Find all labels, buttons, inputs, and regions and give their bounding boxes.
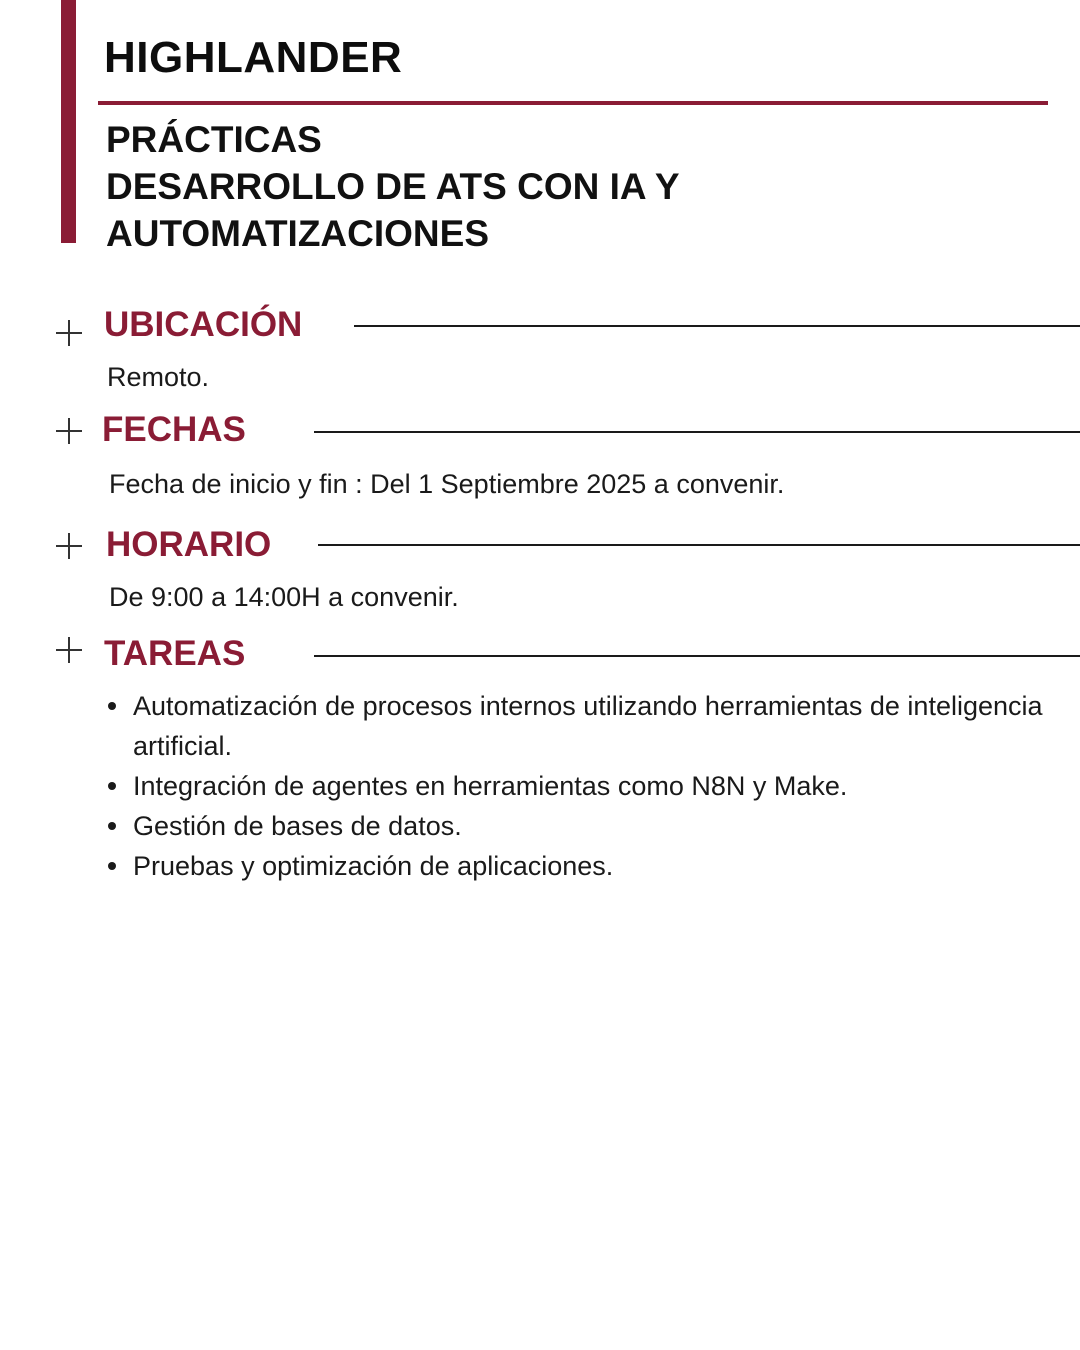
plus-icon (56, 320, 82, 346)
accent-bar (61, 0, 76, 243)
title-divider (98, 101, 1048, 105)
list-item: Automatización de procesos internos utilizando herramientas de inteligencia artificial. (108, 686, 1048, 766)
job-title-line-2: DESARROLLO DE ATS CON IA Y (106, 166, 680, 207)
list-item: Integración de agentes en herramientas como N8N y Make. (108, 766, 1048, 806)
section-fechas-text: Fecha de inicio y fin : Del 1 Septiembre 2025 a convenir. (109, 469, 785, 499)
section-tareas-rule (314, 655, 1080, 657)
section-horario-rule (318, 544, 1080, 546)
company-name: HIGHLANDER (104, 33, 403, 82)
section-tareas-header (0, 632, 1080, 682)
section-fechas-header (0, 408, 1080, 458)
plus-icon (56, 533, 82, 559)
list-item: Gestión de bases de datos. (108, 806, 1048, 846)
section-fechas-rule (314, 431, 1080, 433)
job-title-line-3: AUTOMATIZACIONES (106, 213, 490, 254)
section-ubicacion-text: Remoto. (107, 362, 210, 392)
section-ubicacion-rule (354, 325, 1080, 327)
job-title (106, 116, 680, 257)
section-horario-header (0, 523, 1080, 573)
plus-icon (56, 418, 82, 444)
section-tareas-label: TAREAS (104, 634, 246, 673)
section-ubicacion-label: UBICACIÓN (104, 305, 303, 344)
tasks-list (108, 686, 1048, 886)
plus-icon (56, 637, 82, 663)
section-horario-label: HORARIO (106, 525, 272, 564)
section-fechas-label: FECHAS (102, 410, 246, 449)
section-horario-text: De 9:00 a 14:00H a convenir. (109, 582, 459, 612)
list-item: Pruebas y optimización de aplicaciones. (108, 846, 1048, 886)
section-ubicacion-header (0, 303, 1080, 353)
job-title-line-1: PRÁCTICAS (106, 119, 322, 160)
